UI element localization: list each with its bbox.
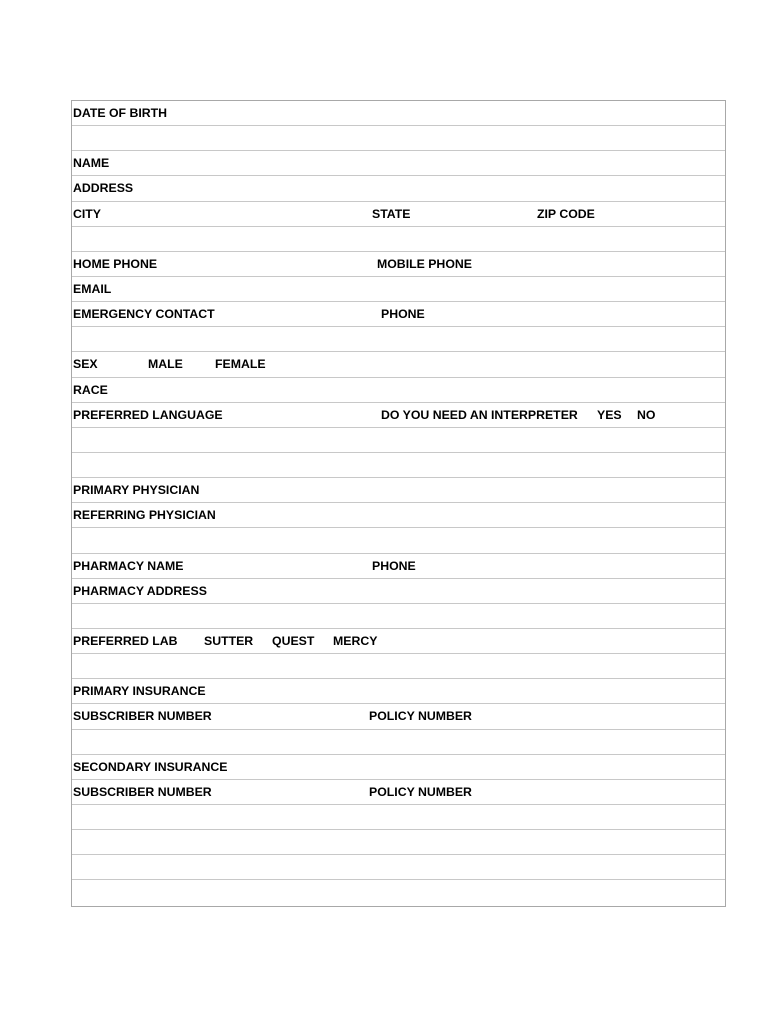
- form-row-sex: [72, 352, 725, 377]
- lab-option-quest: QUEST: [272, 634, 315, 649]
- patient-intake-form: [71, 100, 726, 907]
- referring-physician-label: REFERRING PHYSICIAN: [73, 508, 216, 523]
- sex-option-female: FEMALE: [215, 357, 266, 372]
- secondary-subscriber-number-label: SUBSCRIBER NUMBER: [73, 784, 212, 799]
- form-row-emergency-contact: [72, 302, 725, 327]
- form-row-preferred-lab: [72, 629, 725, 654]
- form-row-blank: [72, 604, 725, 629]
- interpreter-option-no: NO: [637, 407, 656, 422]
- sex-label: SEX: [73, 357, 98, 372]
- form-row-blank: [72, 528, 725, 553]
- form-row-blank: [72, 428, 725, 453]
- preferred-language-label: PREFERRED LANGUAGE: [73, 407, 223, 422]
- form-row-email: [72, 277, 725, 302]
- lab-option-mercy: MERCY: [333, 634, 378, 649]
- form-row-blank: [72, 855, 725, 880]
- interpreter-option-yes: YES: [597, 407, 622, 422]
- interpreter-question-label: DO YOU NEED AN INTERPRETER: [381, 407, 578, 422]
- form-row-blank: [72, 654, 725, 679]
- zip-code-label: ZIP CODE: [537, 206, 595, 221]
- form-row-blank: [72, 126, 725, 151]
- state-label: STATE: [372, 206, 411, 221]
- name-label: NAME: [73, 156, 110, 171]
- lab-option-sutter: SUTTER: [204, 634, 254, 649]
- emergency-contact-label: EMERGENCY CONTACT: [73, 307, 215, 322]
- secondary-policy-number-label: POLICY NUMBER: [369, 784, 472, 799]
- primary-subscriber-number-label: SUBSCRIBER NUMBER: [73, 709, 212, 724]
- date-of-birth-label: DATE OF BIRTH: [73, 106, 168, 121]
- city-label: CITY: [73, 206, 102, 221]
- form-row-city-state-zip: [72, 202, 725, 227]
- form-row-blank: [72, 227, 725, 252]
- preferred-lab-label: PREFERRED LAB: [73, 634, 178, 649]
- form-row-pharmacy-name: [72, 554, 725, 579]
- form-row-primary-physician: [72, 478, 725, 503]
- form-row-phones: [72, 252, 725, 277]
- form-row-date-of-birth: [72, 101, 725, 126]
- pharmacy-phone-label: PHONE: [372, 558, 416, 573]
- form-row-blank: [72, 453, 725, 478]
- mobile-phone-label: MOBILE PHONE: [377, 256, 472, 271]
- form-row-secondary-insurance: [72, 755, 725, 780]
- form-row-address: [72, 176, 725, 201]
- form-row-name: [72, 151, 725, 176]
- pharmacy-name-label: PHARMACY NAME: [73, 558, 184, 573]
- form-row-blank: [72, 805, 725, 830]
- form-row-blank: [72, 327, 725, 352]
- race-label: RACE: [73, 382, 108, 397]
- form-row-primary-insurance: [72, 679, 725, 704]
- form-row-blank: [72, 830, 725, 855]
- form-row-blank: [72, 880, 725, 905]
- home-phone-label: HOME PHONE: [73, 256, 158, 271]
- email-label: EMAIL: [73, 282, 112, 297]
- form-row-race: [72, 378, 725, 403]
- form-row-primary-subscriber: [72, 704, 725, 729]
- primary-insurance-label: PRIMARY INSURANCE: [73, 684, 206, 699]
- form-row-secondary-subscriber: [72, 780, 725, 805]
- address-label: ADDRESS: [73, 181, 134, 196]
- form-row-pharmacy-address: [72, 579, 725, 604]
- sex-option-male: MALE: [148, 357, 183, 372]
- secondary-insurance-label: SECONDARY INSURANCE: [73, 759, 228, 774]
- primary-policy-number-label: POLICY NUMBER: [369, 709, 472, 724]
- form-row-blank: [72, 730, 725, 755]
- emergency-phone-label: PHONE: [381, 307, 425, 322]
- form-row-language: [72, 403, 725, 428]
- primary-physician-label: PRIMARY PHYSICIAN: [73, 483, 200, 498]
- form-row-referring-physician: [72, 503, 725, 528]
- pharmacy-address-label: PHARMACY ADDRESS: [73, 583, 207, 598]
